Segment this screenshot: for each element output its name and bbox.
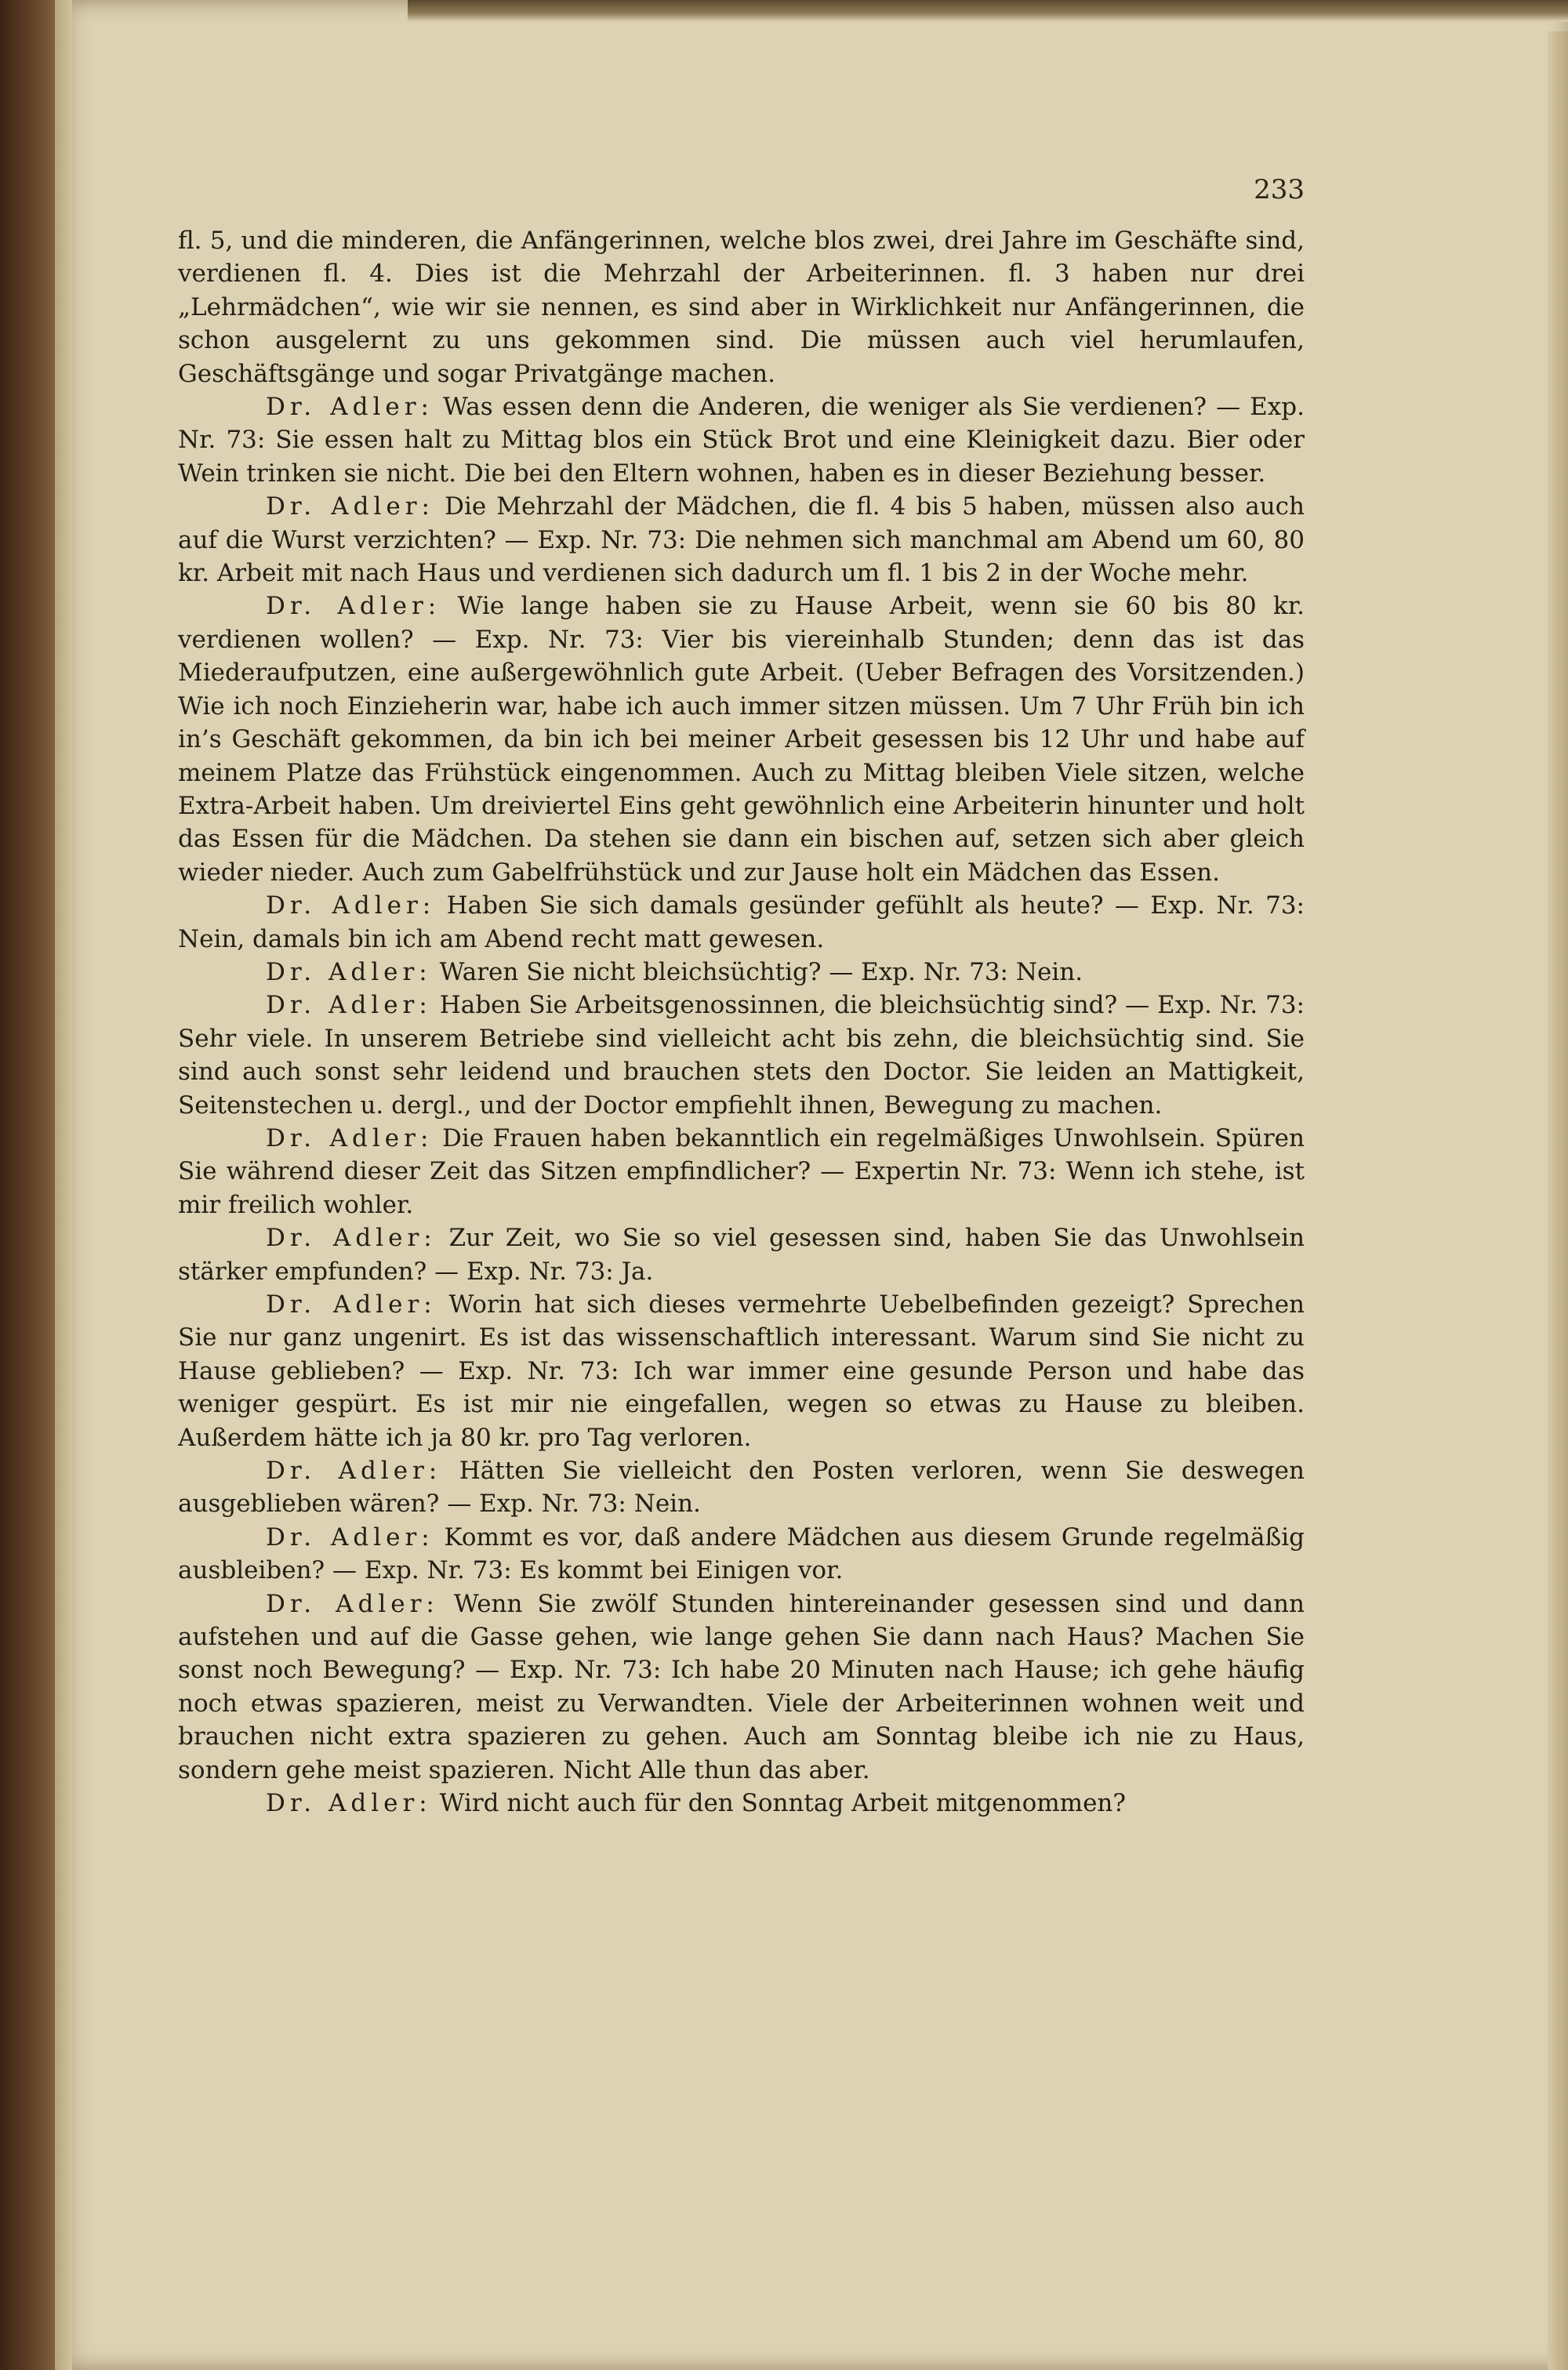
speaker-label: Dr. Adler: <box>266 1224 437 1253</box>
paragraph <box>178 889 1305 956</box>
paragraph-text: Hätten Sie vielleicht den Posten verloren, wenn Sie deswegen ausgeblieben wären? — Exp. Nr. 73: Nein. <box>178 1457 1305 1519</box>
speaker-label: Dr. Adler: <box>266 1123 434 1152</box>
page-number: 233 <box>1254 174 1305 205</box>
paragraph <box>178 956 1305 989</box>
speaker-label: Dr. Adler: <box>266 1523 434 1552</box>
paragraph-text: Waren Sie nicht bleichsüchtig? — Exp. Nr. 73: Nein. <box>431 957 1083 986</box>
paragraph <box>178 490 1305 590</box>
paragraph-text: Was essen denn die Anderen, die weniger als Sie verdienen? — Exp. Nr. 73: Sie essen halt zu Mittag blos ein Stück Brot und eine Kleinigkeit dazu. Bier oder Wein trinken sie nicht. Die bei den Eltern wohnen, haben es in dieser Beziehung besser. <box>178 393 1305 488</box>
page-outer-edge <box>1548 31 1568 2370</box>
speaker-label: Dr. Adler: <box>266 1789 432 1818</box>
speaker-label: Dr. Adler: <box>266 592 441 621</box>
speaker-label: Dr. Adler: <box>266 393 434 422</box>
paragraph <box>178 590 1305 889</box>
paragraph-text: Zur Zeit, wo Sie so viel gesessen sind, haben Sie das Unwohlsein stärker empfunden? — Exp. Nr. 73: Ja. <box>178 1224 1305 1286</box>
paragraph-text: Haben Sie Arbeitsgenossinnen, die bleichsüchtig sind? — Exp. Nr. 73: Sehr viele. In unserem Betriebe sind vielleicht acht bis zehn, die bleichsüchtig sind. Sie sind auch sonst sehr leidend und brauchen stets den Doctor. Sie leiden an Mattigkeit, Seitenstechen u. dergl., und der Doctor empfiehlt ihnen, Bewegung zu machen. <box>178 991 1305 1120</box>
paragraph-text: Wenn Sie zwölf Stunden hintereinander gesessen sind und dann aufstehen und auf die Gasse gehen, wie lange gehen Sie dann nach Haus? Machen Sie sonst noch Bewegung? — Exp. Nr. 73: Ich habe 20 Minuten nach Hause; ich gehe häufig noch etwas spazieren, meist zu Verwandten. Viele der Arbeiterinnen wohnen weit und brauchen nicht extra spazieren zu gehen. Auch am Sonntag bleibe ich nie zu Haus, sondern gehe meist spazieren. Nicht Alle thun das aber. <box>178 1589 1305 1784</box>
page-top-edge <box>408 0 1568 22</box>
paragraph <box>178 989 1305 1122</box>
speaker-label: Dr. Adler: <box>266 991 432 1020</box>
paragraph-text: Die Frauen haben bekanntlich ein regelmäßiges Unwohlsein. Spüren Sie während dieser Zeit das Sitzen empfindlicher? — Expertin Nr. 73: Wenn ich stehe, ist mir freilich wohler. <box>178 1123 1305 1219</box>
page-inner-edge <box>55 0 72 2370</box>
body-text <box>178 224 1305 1820</box>
paragraph <box>178 1288 1305 1454</box>
paragraph-text: Die Mehrzahl der Mädchen, die fl. 4 bis 5 haben, müssen also auch auf die Wurst verzichten? — Exp. Nr. 73: Die nehmen sich manchmal am Abend um 60, 80 kr. Arbeit mit nach Haus und verdienen sich dadurch um fl. 1 bis 2 in der Woche mehr. <box>178 492 1305 588</box>
speaker-label: Dr. Adler: <box>266 492 434 521</box>
paragraph <box>178 1454 1305 1521</box>
paragraph <box>178 390 1305 490</box>
speaker-label: Dr. Adler: <box>266 891 436 920</box>
speaker-label: Dr. Adler: <box>266 1589 439 1618</box>
paragraph-text: Kommt es vor, daß andere Mädchen aus diesem Grunde regelmäßig ausbleiben? — Exp. Nr. 73: Es kommt bei Einigen vor. <box>178 1523 1305 1585</box>
paragraph-text: Haben Sie sich damals gesünder gefühlt als heute? — Exp. Nr. 73: Nein, damals bin ich am Abend recht matt gewesen. <box>178 891 1305 953</box>
paragraph-text: Worin hat sich dieses vermehrte Uebelbefinden gezeigt? Sprechen Sie nur ganz ungenirt. Es ist das wissenschaftlich interessant. Warum sind Sie nicht zu Hause geblieben? — Exp. Nr. 73: Ich war immer eine gesunde Person und habe das weniger gespürt. Es ist mir nie eingefallen, wegen so etwas zu Hause zu bleiben. Außerdem hätte ich ja 80 kr. pro Tag verloren. <box>178 1290 1305 1452</box>
paragraph-text: fl. 5, und die minderen, die Anfängerinnen, welche blos zwei, drei Jahre im Geschäfte sind, verdienen fl. 4. Dies ist die Mehrzahl der Arbeiterinnen. fl. 3 haben nur drei „Lehrmädchen“, wie wir sie nennen, es sind aber in Wirklichkeit nur Anfängerinnen, die schon ausgelernt zu uns gekommen sind. Die müssen auch viel herumlaufen, Geschäftsgänge und sogar Privatgänge machen. <box>178 227 1305 388</box>
speaker-label: Dr. Adler: <box>266 957 432 986</box>
speaker-label: Dr. Adler: <box>266 1290 437 1319</box>
paragraph <box>178 1221 1305 1288</box>
paragraph-text: Wird nicht auch für den Sonntag Arbeit mitgenommen? <box>431 1789 1127 1818</box>
speaker-label: Dr. Adler: <box>266 1457 442 1486</box>
paragraph <box>178 1122 1305 1221</box>
paragraph <box>178 1521 1305 1588</box>
book-gutter <box>0 0 63 2370</box>
paragraph <box>178 224 1305 390</box>
paragraph <box>178 1588 1305 1787</box>
paragraph <box>178 1787 1305 1820</box>
paragraph-text: Wie lange haben sie zu Hause Arbeit, wenn sie 60 bis 80 kr. verdienen wollen? — Exp. Nr. 73: Vier bis viereinhalb Stunden; denn das ist das Miederaufputzen, eine außergewöhnlich gute Arbeit. (Ueber Befragen des Vorsitzenden.) Wie ich noch Einzieherin war, habe ich auch immer sitzen müssen. Um 7 Uhr Früh bin ich in’s Geschäft gekommen, da bin ich bei meiner Arbeit gesessen bis 12 Uhr und habe auf meinem Platze das Frühstück eingenommen. Auch zu Mittag bleiben Viele sitzen, welche Extra-Arbeit haben. Um dreiviertel Eins geht gewöhnlich eine Arbeiterin hinunter und holt das Essen für die Mädchen. Da stehen sie dann ein bischen auf, setzen sich aber gleich wieder nieder. Auch zum Gabelfrühstück und zur Jause holt ein Mädchen das Essen. <box>178 592 1305 887</box>
